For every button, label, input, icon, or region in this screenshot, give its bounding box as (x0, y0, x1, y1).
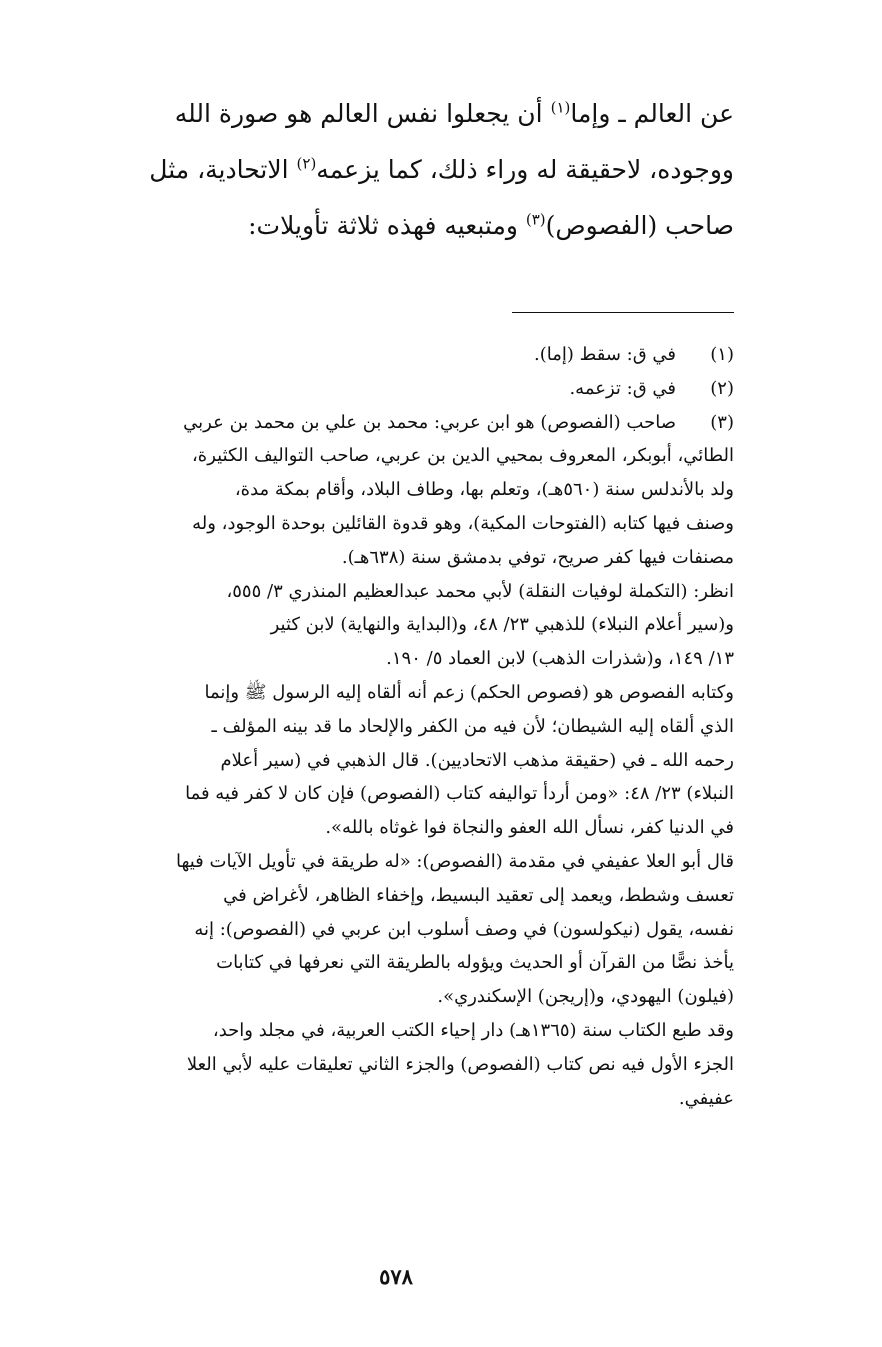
footnote-number: (٣) (710, 411, 734, 433)
footnote-number: (٢) (710, 377, 734, 399)
footnote-line: يأخذ نصًّا من القرآن أو الحديث ويؤوله بالطريقة التي نعرفها في كتابات (216, 952, 734, 974)
main-line-segment: الاتحادية، مثل (149, 155, 289, 184)
footnote-line: صاحب (الفصوص) هو ابن عربي: محمد بن علي بن محمد بن عربي (183, 411, 676, 433)
footnote-ref: (١) (550, 98, 571, 117)
footnote-line: في الدنيا كفر، نسأل الله العفو والنجاة فوا غوثاه بالله». (325, 817, 734, 839)
main-line (58, 86, 734, 142)
footnote-line: النبلاء) ٢٣/ ٤٨: «ومن أردأ تواليفه كتاب (الفصوص) فإن كان لا كفر فيه فما (185, 783, 734, 805)
footnote-number: (١) (710, 344, 734, 365)
footnote-line: وصنف فيها كتابه (الفتوحات المكية)، وهو قدوة القائلين بوحدة الوجود، وله (192, 512, 734, 534)
footnote-line: ١٣/ ١٤٩، و(شذرات الذهب) لابن العماد ٥/ ١٩٠. (386, 648, 734, 670)
footnote-line: (فيلون) اليهودي، و(إريجن) الإسكندري». (437, 986, 734, 1008)
page-number: ٥٧٨ (379, 1264, 413, 1289)
footnote-line: وكتابه الفصوص هو (فصوص الحكم) زعم أنه ألقاه إليه الرسول ﷺ وإنما (204, 681, 734, 703)
main-line (58, 198, 734, 254)
main-line-segment: أن يجعلوا نفس العالم هو صورة الله (174, 99, 543, 128)
main-line-segment: ومتبعيه فهذه ثلاثة تأويلات: (248, 211, 518, 240)
footnote (58, 338, 734, 372)
main-line-segment: عن العالم ـ وإما (570, 99, 734, 128)
footnote-line: الطائي، أبوبكر، المعروف بمحيي الدين بن عربي، صاحب التواليف الكثيرة، (191, 445, 734, 467)
footnote (58, 406, 734, 440)
footnote-line: ولد بالأندلس سنة (٥٦٠هـ)، وتعلم بها، وطاف البلاد، وأقام بمكة مدة، (234, 479, 734, 501)
main-text (58, 86, 734, 254)
footnote-line: تعسف وشطط، ويعمد إلى تعقيد البسيط، وإخفاء الظاهر، لأغراض في (223, 884, 734, 906)
footnote-ref: (٢) (296, 154, 317, 173)
footnote-line: وقد طبع الكتاب سنة (١٣٦٥هـ) دار إحياء الكتب العربية، في مجلد واحد، (212, 1019, 734, 1041)
footnote-line: نفسه، يقول (نيكولسون) في وصف أسلوب ابن عربي في (الفصوص): إنه (194, 918, 734, 940)
main-line-segment: صاحب (الفصوص) (545, 211, 734, 240)
footnote-line: رحمه الله ـ في (حقيقة مذهب الاتحاديين). قال الذهبي في (سير أعلام (220, 749, 734, 771)
footnote-line: مصنفات فيها كفر صريح، توفي بدمشق سنة (٦٣٨هـ). (341, 546, 734, 568)
page (58, 86, 734, 1316)
footnote-body (58, 439, 734, 1115)
footnote-line: الجزء الأول فيه نص كتاب (الفصوص) والجزء الثاني تعليقات عليه لأبي العلا (186, 1053, 734, 1075)
footnote (58, 372, 734, 406)
footnotes (58, 338, 734, 1115)
footnote-line: انظر: (التكملة لوفيات النقلة) لأبي محمد عبدالعظيم المنذري ٣/ ٥٥٥، (226, 580, 734, 602)
footnote-line: و(سير أعلام النبلاء) للذهبي ٢٣/ ٤٨، و(البداية والنهاية) لابن كثير (270, 614, 734, 636)
footnote-line: الذي ألقاه إليه الشيطان؛ لأن فيه من الكفر والإلحاد ما قد بينه المؤلف ـ (211, 715, 734, 737)
footnote-line: في ق: سقط (إما). (534, 344, 676, 365)
footnote-line: قال أبو العلا عفيفي في مقدمة (الفصوص): «له طريقة في تأويل الآيات فيها (175, 850, 734, 872)
main-line (58, 142, 734, 198)
main-line-segment: ووجوده، لاحقيقة له وراء ذلك، كما يزعمه (316, 155, 734, 184)
footnote-separator (512, 312, 734, 313)
footnote-line: في ق: تزعمه. (569, 377, 676, 399)
footnote-line: عفيفي. (678, 1087, 734, 1109)
footnote-ref: (٣) (525, 210, 546, 229)
